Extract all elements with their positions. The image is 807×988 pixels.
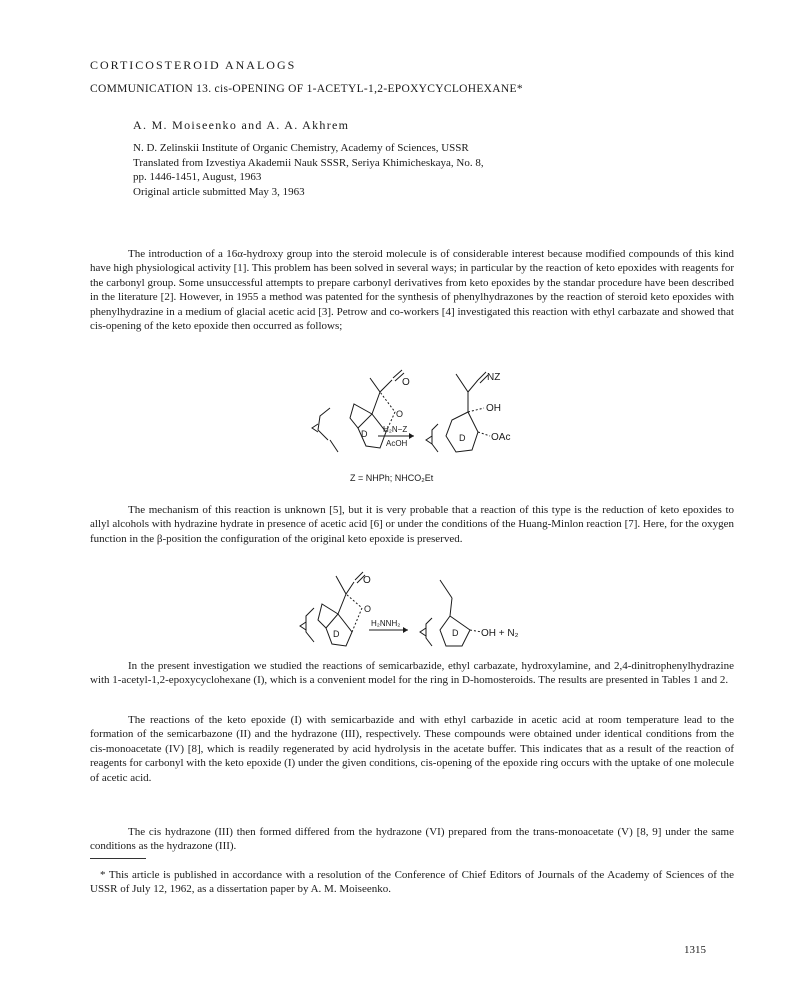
solvent-label: AcOH [386,439,408,448]
pages-line: pp. 1446-1451, August, 1963 [133,171,262,184]
paragraph-5: The cis hydrazone (III) then formed differed from the hydrazone (VI) prepared from the trans-monoacetate (V) [8, 9] under the same conditions as the hydrazone (III). [90,826,734,853]
reaction-arrow-2 [369,619,408,633]
page-number: 1315 [684,944,706,956]
paragraph-3: In the present investigation we studied the reactions of semicarbazide, ethyl carbazate, hydroxylamine, and 2,4-dinitrophenylhydrazine with 1-acetyl-1,2-epoxycyclohexane (I), which is a convenient model for the ring in D-homosteroids. The results are presented in Tables 1 and 2. [90,660,734,687]
epoxide-oxygen-label-2: O [364,604,372,614]
nz-label: NZ [487,372,501,383]
ring-d-label: D [361,429,368,439]
product-label: OH + N₂ [481,628,519,639]
reagent-label: H₂N−Z [383,425,408,434]
paragraph-2: The mechanism of this reaction is unknown [5], but it is very probable that a reaction of this type is the reduction of keto epoxides to allyl alcohols with hydrazine hydrate in presence of acetic acid [6] or under the conditions of the Huang-Minlon reaction [7]. Here, for the oxygen function in the β-position the configuration of the original keto epoxide is preserved. [90,504,734,545]
ring-d-label-3: D [333,629,340,639]
allyl-alcohol-structure [420,580,519,646]
authors: A. M. Moiseenko and A. A. Akhrem [133,118,350,132]
ring-d-label-2: D [459,433,466,443]
submitted-line: Original article submitted May 3, 1963 [133,185,305,198]
translation-line: Translated from Izvestiya Akademii Nauk SSSR, Seriya Khimicheskaya, No. 8, [133,156,484,169]
ketone-oxygen-label-2: O [363,575,371,586]
institute-line: N. D. Zelinskii Institute of Organic Chemistry, Academy of Sciences, USSR [133,142,469,154]
keto-epoxide-structure-2 [300,572,371,646]
footnote: * This article is published in accordance with a resolution of the Conference of Chief Editors of Journals of the Academy of Sciences of the USSR of July 12, 1962, as a dissertation paper by A. M. Moiseenko. [90,869,734,896]
article-title: COMMUNICATION 13. cis-OPENING OF 1-ACETYL-1,2-EPOXYCYCLOHEXANE* [90,83,523,95]
epoxide-oxygen-label: O [396,409,404,419]
ketone-oxygen-label: O [402,377,410,388]
hydrazine-label: H₂NNH₂ [371,619,401,628]
hydroxy-label: OH [486,403,501,414]
acetoxy-label: OAc [491,432,511,443]
series-title: CORTICOSTEROID ANALOGS [90,58,297,72]
ring-d-label-4: D [452,628,459,638]
scheme-1-legend: Z = NHPh; NHCO₂Et [350,473,434,483]
footnote-rule [90,858,146,859]
paragraph-1: The introduction of a 16α-hydroxy group into the steroid molecule is of considerable interest because modified compounds of this kind have high physiological activity [1]. This problem has been solved in several ways; in particular by the reaction of keto epoxides with reagents for the carbonyl group. Some unsuccessful attempts to prepare carbonyl derivatives from keto epoxides by the standar procedure have been described in the literature [2]. However, in 1955 a method was patented for the synthesis of phenylhydrazones by the reaction of steroid keto epoxides with phenylhydrazine in a medium of glacial acetic acid [3]. Petrow and co-workers [4] investigated this reaction with ethyl carbazate and showed that cis-opening of the keto epoxide then occurred as follows; [90,248,734,333]
paragraph-4: The reactions of the keto epoxide (I) with semicarbazide and with ethyl carbazide in acetic acid at room temperature lead to the formation of the semicarbazone (II) and the hydrazone (III), respectively. These compounds were obtained under identical conditions from the cis-monoacetate (IV) [8], which is readily regenerated by acid hydrolysis in the acetate buffer. This indicates that as a result of the reaction of reagents for carbonyl with the keto epoxide (I) under the given conditions, cis-opening of the epoxide ring occurs with the uptake of one molecule of acetic acid. [90,714,734,784]
